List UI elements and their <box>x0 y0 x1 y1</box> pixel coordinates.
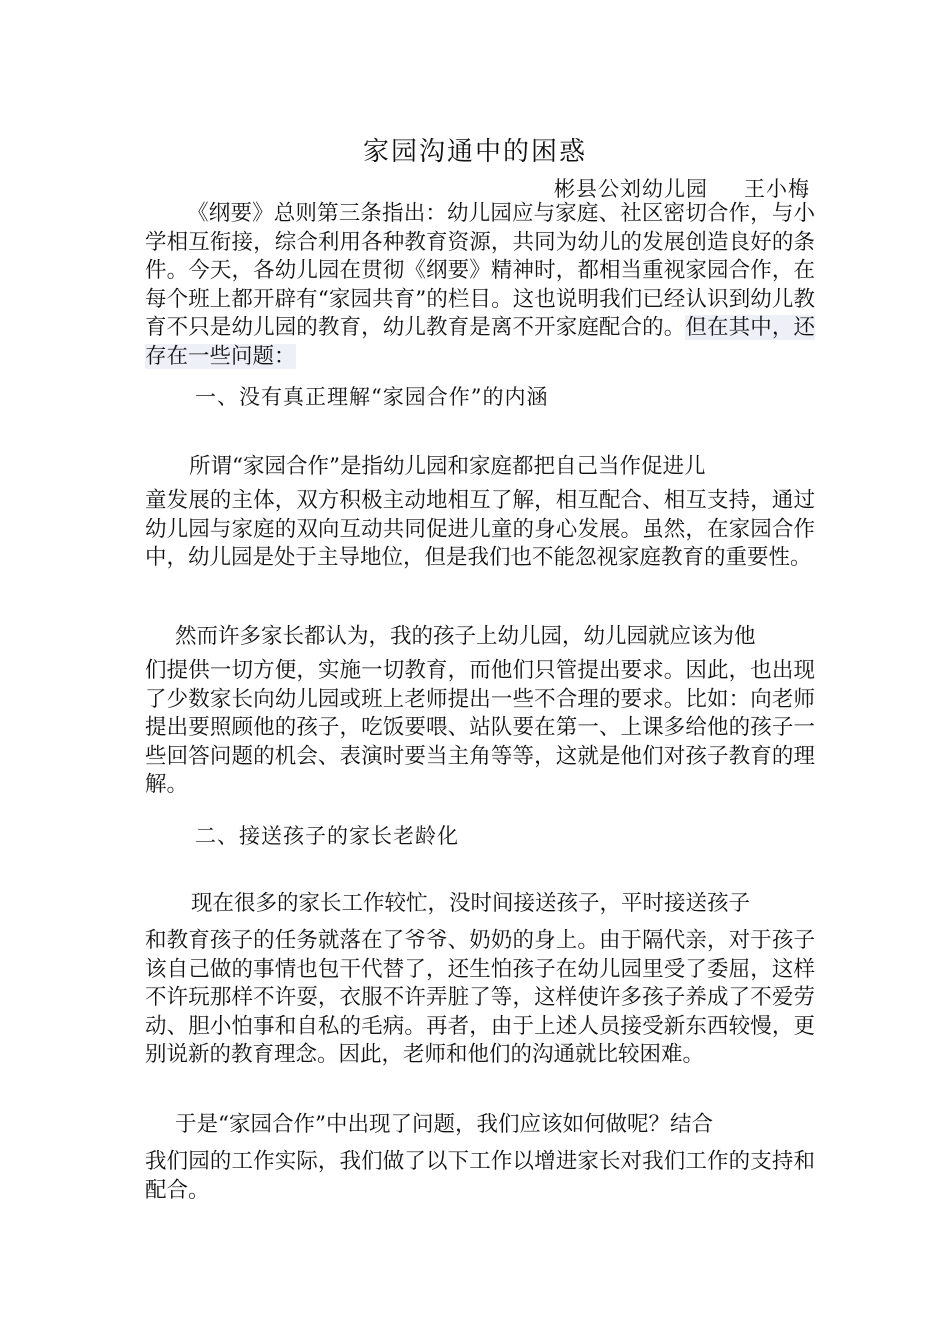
section-2-paragraph-2-first-line: 于是“家园合作”中出现了问题，我们应该如何做呢？结合 <box>175 1112 713 1137</box>
intro-text-tail: 但在其中，还存在一些问题： <box>145 315 815 369</box>
section-2-paragraph-1-first-line: 现在很多的家长工作较忙，没时间接送孩子，平时接送孩子 <box>191 891 751 916</box>
author-organization: 彬县公刘幼儿园 <box>554 177 708 201</box>
section-1-heading: 一、没有真正理解“家园合作”的内涵 <box>195 385 549 409</box>
author-line <box>150 173 810 203</box>
section-2-paragraph-1: 和教育孩子的任务就落在了爷爷、奶奶的身上。由于隔代亲，对于孩子该自己做的事情也包干代替了，还生怕孩子在幼儿园里受了委屈，这样不许玩那样不许耍，衣服不许弄脏了等，这样使许多孩子养成了不爱劳动、胆小怕事和自私的毛病。再者，由于上述人员接受新东西较慢，更别说新的教育理念。因此，老师和他们的沟通就比较困难。 <box>145 928 815 1067</box>
section-2-paragraph-2: 我们园的工作实际，我们做了以下工作以增进家长对我们工作的支持和配合。 <box>145 1149 815 1203</box>
intro-paragraph <box>145 200 815 371</box>
author-name: 王小梅 <box>744 177 810 201</box>
section-1-paragraph-1: 童发展的主体，双方积极主动地相互了解，相互配合、相互支持，通过幼儿园与家庭的双向互动共同促进儿童的身心发展。虽然，在家园合作中，幼儿园是处于主导地位，但是我们也不能忽视家庭教育的重要性。 <box>145 488 815 570</box>
intro-text: 《纲要》总则第三条指出：幼儿园应与家庭、社区密切合作，与小学相互衔接，综合利用各种教育资源，共同为幼儿的发展创造良好的条件。今天，各幼儿园在贯彻《纲要》精神时，都相当重视家园合作，在每个班上都开辟有“家园共育”的栏目。这也说明我们已经认识到幼儿教育不只是幼儿园的教育，幼儿教育是离不开家庭配合的。 <box>145 201 815 340</box>
section-2-heading: 二、接送孩子的家长老龄化 <box>195 824 459 848</box>
document-title: 家园沟通中的困惑 <box>362 137 587 167</box>
section-1-paragraph-2-first-line: 然而许多家长都认为，我的孩子上幼儿园，幼儿园就应该为他 <box>175 624 756 649</box>
section-1-paragraph-1-first-line: 所谓“家园合作”是指幼儿园和家庭都把自己当作促进儿 <box>189 454 706 479</box>
section-1-paragraph-2: 们提供一切方便，实施一切教育，而他们只管提出要求。因此，也出现了少数家长向幼儿园或班上老师提出一些不合理的要求。比如：向老师提出要照顾他的孩子，吃饭要喂、站队要在第一、上课多给他的孩子一些回答问题的机会、表演时要当主角等等，这就是他们对孩子教育的理解。 <box>145 658 815 797</box>
